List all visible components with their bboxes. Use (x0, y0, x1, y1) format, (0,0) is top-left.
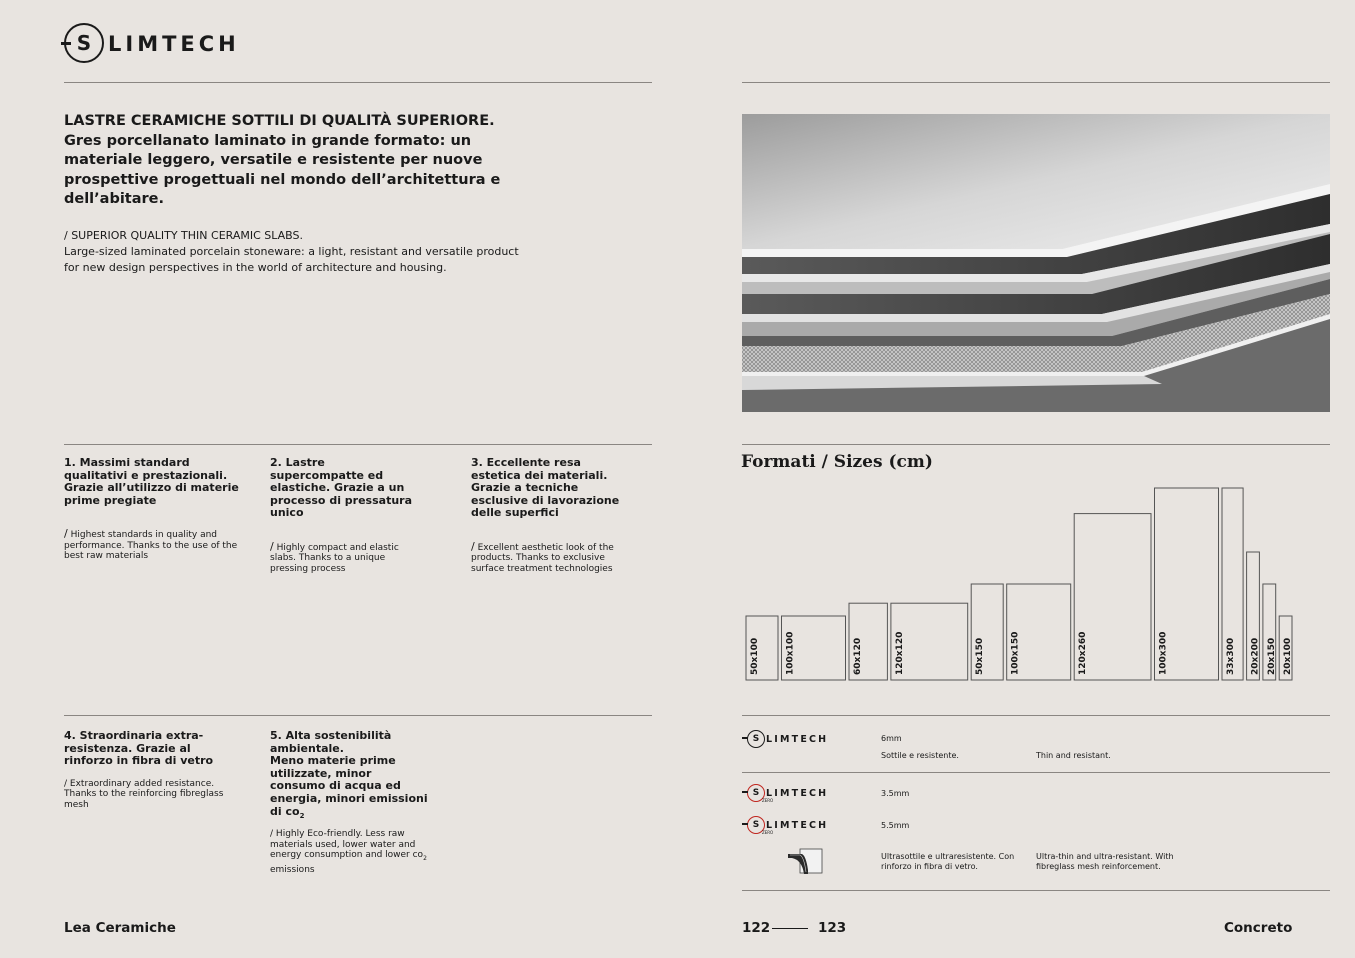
slash: / (270, 539, 274, 553)
logo-letter: S (752, 820, 760, 830)
feature-1-english-text: Highest standards in quality and performance. Thanks to the use of the best raw materials (64, 530, 238, 562)
feature-4-english-text: Extraordinary added resistance. Thanks to the reinforcing fibreglass mesh (64, 778, 224, 810)
size-label-50x100: 50x100 (750, 637, 760, 675)
feature-3 (471, 457, 631, 574)
feature-5-english-tail: emissions (270, 864, 315, 875)
intro-italian-body: Gres porcellanato laminato in grande formato: un materiale leggero, versatile e resistente per nuove prospettive progettuali nel mondo dell’architettura e dell’abitare. (64, 132, 501, 207)
slimtech-logo-small (747, 730, 828, 748)
feature-4 (64, 730, 224, 810)
size-100x150 (1007, 584, 1071, 680)
size-label-100x100: 100x100 (785, 631, 796, 675)
logo-text: LIMTECH (766, 787, 829, 799)
size-120x260 (1074, 514, 1151, 680)
size-20x100 (1279, 616, 1293, 680)
feature-4-italian: 4. Straordinaria extra-resistenza. Grazie al rinforzo in fibra di vetro (64, 729, 214, 768)
feature-2-italian: 2. Lastre supercompatte ed elastiche. Grazie a un processo di pressatura unico (270, 456, 413, 520)
divider (64, 82, 652, 83)
size-label-100x300: 100x300 (1158, 631, 1169, 675)
spec-thickness-6mm: 6mm (881, 734, 902, 743)
feature-2-english-text: Highly compact and elastic slabs. Thanks to a unique pressing process (270, 542, 399, 574)
size-label-50x150: 50x150 (975, 637, 986, 675)
intro-italian (64, 112, 524, 210)
feature-3-english (471, 539, 631, 575)
feature-3-italian: 3. Eccellente resa estetica dei materiali. Grazie a tecniche esclusive di lavorazione delle superfici (471, 456, 620, 520)
feature-5 (270, 730, 428, 875)
feature-1 (64, 457, 239, 562)
slash: / (64, 527, 68, 541)
slimtech-zero-logo (747, 784, 828, 802)
page-number-right: 123 (818, 920, 847, 936)
feature-1-english (64, 529, 239, 562)
divider (742, 772, 1330, 773)
logo-tag: ZERO (762, 830, 774, 835)
slash: / (64, 778, 68, 789)
logo-text: LIMTECH (766, 819, 829, 831)
sizes-diagram (742, 478, 1330, 688)
size-100x300 (1155, 488, 1219, 680)
slimtech-zero-logo (747, 816, 828, 834)
intro-italian-title: LASTRE CERAMICHE SOTTILI DI QUALITÀ SUPERIORE. (64, 113, 495, 129)
intro-english-body: Large-sized laminated porcelain stoneware: a light, resistant and versatile product for new design perspectives in the world of architecture and housing. (64, 245, 519, 274)
spec-desc-it: Sottile e resistente. (881, 751, 959, 760)
page-number-left: 122 (742, 920, 771, 936)
feature-2-english (270, 539, 420, 575)
logo-text: LIMTECH (108, 32, 240, 56)
sizes-title: Formati / Sizes (cm) (741, 452, 933, 472)
intro-english-title: / SUPERIOR QUALITY THIN CERAMIC SLABS. (64, 229, 303, 242)
feature-5-italian-body: Meno materie prime utilizzate, minor consumo di acqua ed energia, minori emissioni di co (270, 754, 428, 818)
spec-thickness-3-5mm: 3.5mm (881, 789, 910, 798)
size-label-100x150: 100x150 (1010, 631, 1021, 675)
divider (742, 715, 1330, 716)
divider (64, 715, 652, 716)
size-60x120 (849, 603, 887, 680)
spec-zero-desc-en: Ultra-thin and ultra-resistant. With fibreglass mesh reinforcement. (1036, 852, 1174, 871)
size-33x300 (1222, 488, 1243, 680)
feature-4-english (64, 779, 224, 811)
spec-thickness-5-5mm: 5.5mm (881, 821, 910, 830)
size-label-20x200: 20x200 (1250, 637, 1261, 675)
size-100x100 (782, 616, 846, 680)
size-label-120x120: 120x120 (894, 631, 905, 675)
logo-letter: S (752, 734, 760, 744)
slash: / (471, 539, 475, 553)
size-50x150 (971, 584, 1003, 680)
slimtech-mark (747, 730, 765, 748)
size-20x150 (1263, 584, 1277, 680)
slimtech-logo-mark (64, 23, 106, 65)
footer-collection: Concreto (1224, 920, 1293, 936)
size-20x200 (1247, 552, 1261, 680)
size-label-33x300: 33x300 (1226, 637, 1236, 675)
spec-desc-en: Thin and resistant. (1036, 751, 1111, 760)
size-label-20x100: 20x100 (1283, 637, 1294, 675)
feature-5-italian-title: 5. Alta sostenibilità ambientale. (270, 729, 392, 755)
size-label-20x150: 20x150 (1266, 637, 1277, 675)
feature-3-english-text: Excellent aesthetic look of the products. Thanks to exclusive surface treatment technologies (471, 542, 614, 574)
logo-tag: ZERO (762, 798, 774, 803)
logo-letter: S (76, 31, 92, 55)
divider (742, 890, 1330, 891)
logo-text: LIMTECH (766, 733, 829, 745)
size-120x120 (891, 603, 968, 680)
page-separator (772, 928, 808, 929)
slimtech-logo (64, 22, 240, 66)
divider (742, 82, 1330, 83)
divider (64, 444, 652, 445)
divider (742, 444, 1330, 445)
intro-english (64, 228, 524, 276)
feature-5-english-text: Highly Eco-friendly. Less raw materials used, lower water and energy consumption and lower co (270, 829, 424, 861)
size-50x100 (746, 616, 778, 680)
feature-5-english (270, 829, 428, 875)
spec-zero-desc-it: Ultrasottile e ultraresistente. Con rinforzo in fibra di vetro. (881, 852, 1015, 871)
slash: / (270, 829, 274, 840)
slab-profile-icon (788, 848, 824, 876)
feature-1-italian: 1. Massimi standard qualitativi e prestazionali. Grazie all’utilizzo di materie prime pregiate (64, 456, 239, 507)
slabs-photo (742, 114, 1330, 412)
logo-letter: S (752, 788, 760, 798)
slabs-illustration (742, 114, 1330, 412)
size-label-120x260: 120x260 (1078, 631, 1089, 675)
feature-2 (270, 457, 420, 574)
footer-brand: Lea Ceramiche (64, 920, 176, 936)
size-label-60x120: 60x120 (853, 637, 863, 675)
subscript: 2 (299, 811, 305, 820)
subscript: 2 (423, 855, 427, 863)
feature-5-italian (270, 730, 428, 822)
